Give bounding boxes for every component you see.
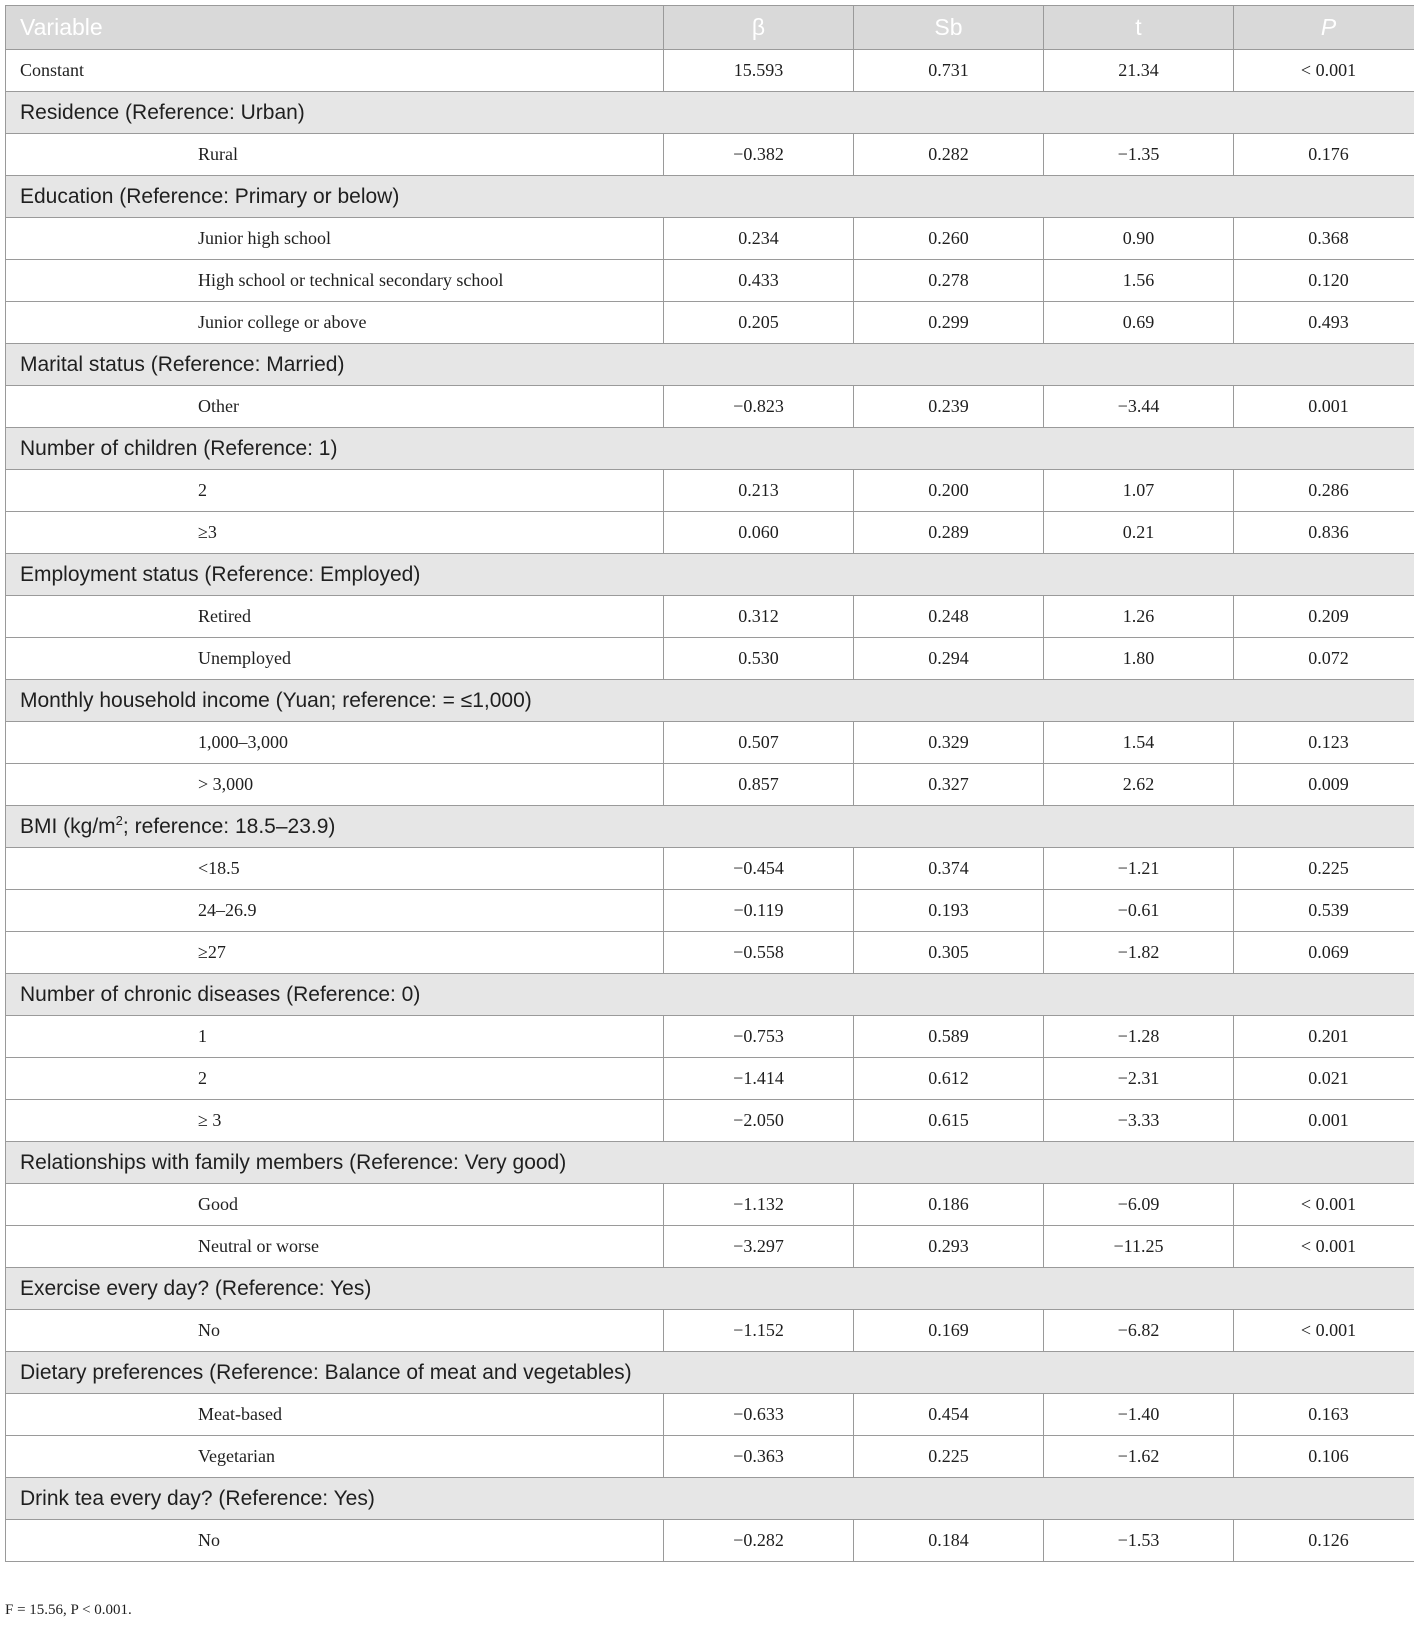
- table-row: [6, 1436, 1414, 1478]
- cell-p: < 0.001: [1234, 1226, 1414, 1268]
- row-label-cell: [6, 848, 664, 890]
- row-label-cell: [6, 1100, 664, 1142]
- group-header-row: [6, 92, 1414, 134]
- header-beta: β: [664, 6, 854, 50]
- table-row: [6, 260, 1414, 302]
- cell-t: 1.54: [1044, 722, 1234, 764]
- cell-p: 0.001: [1234, 386, 1414, 428]
- cell-t: 1.56: [1044, 260, 1234, 302]
- cell-sb: 0.169: [854, 1310, 1044, 1352]
- cell-p: 0.001: [1234, 1100, 1414, 1142]
- table-row: [6, 1226, 1414, 1268]
- constant-sb: 0.731: [854, 50, 1044, 92]
- cell-beta: −0.382: [664, 134, 854, 176]
- cell-beta: −1.152: [664, 1310, 854, 1352]
- cell-beta: −0.633: [664, 1394, 854, 1436]
- row-label: High school or technical secondary school: [198, 270, 504, 290]
- cell-sb: 0.454: [854, 1394, 1044, 1436]
- cell-t: −11.25: [1044, 1226, 1234, 1268]
- cell-p: 0.072: [1234, 638, 1414, 680]
- cell-t: −2.31: [1044, 1058, 1234, 1100]
- table-row: [6, 134, 1414, 176]
- row-label-cell: [6, 260, 664, 302]
- table-footnote: F = 15.56, P < 0.001.: [5, 1602, 132, 1618]
- cell-t: 0.69: [1044, 302, 1234, 344]
- cell-t: −1.35: [1044, 134, 1234, 176]
- cell-beta: −1.132: [664, 1184, 854, 1226]
- group-title: Marital status (Reference: Married): [6, 344, 1414, 386]
- cell-beta: −0.558: [664, 932, 854, 974]
- table-row: [6, 470, 1414, 512]
- cell-beta: −0.454: [664, 848, 854, 890]
- row-label-cell: [6, 134, 664, 176]
- row-label: 2: [198, 480, 207, 500]
- cell-sb: 0.184: [854, 1520, 1044, 1562]
- row-label-cell: [6, 1310, 664, 1352]
- group-title: Drink tea every day? (Reference: Yes): [6, 1478, 1414, 1520]
- group-header-row: [6, 344, 1414, 386]
- row-label: No: [198, 1320, 220, 1340]
- cell-sb: 0.589: [854, 1016, 1044, 1058]
- cell-beta: 0.205: [664, 302, 854, 344]
- cell-beta: −0.363: [664, 1436, 854, 1478]
- cell-p: < 0.001: [1234, 1310, 1414, 1352]
- row-label-cell: [6, 1226, 664, 1268]
- table-row: [6, 638, 1414, 680]
- cell-sb: 0.282: [854, 134, 1044, 176]
- cell-sb: 0.305: [854, 932, 1044, 974]
- row-label: ≥27: [198, 942, 226, 962]
- table-row: [6, 302, 1414, 344]
- cell-p: 0.021: [1234, 1058, 1414, 1100]
- cell-sb: 0.329: [854, 722, 1044, 764]
- group-header-row: [6, 1142, 1414, 1184]
- cell-sb: 0.239: [854, 386, 1044, 428]
- row-label: Vegetarian: [198, 1446, 275, 1466]
- table-row: [6, 1058, 1414, 1100]
- cell-beta: −2.050: [664, 1100, 854, 1142]
- group-header-row: [6, 806, 1414, 848]
- group-title-part: BMI (kg/m: [20, 814, 116, 838]
- cell-beta: −0.119: [664, 890, 854, 932]
- cell-beta: −3.297: [664, 1226, 854, 1268]
- row-label: ≥3: [198, 522, 217, 542]
- table-row: [6, 1394, 1414, 1436]
- row-label-cell: [6, 932, 664, 974]
- group-title: [6, 806, 1414, 848]
- group-title: Monthly household income (Yuan; reference: = ≤1,000): [6, 680, 1414, 722]
- cell-sb: 0.248: [854, 596, 1044, 638]
- cell-t: −1.53: [1044, 1520, 1234, 1562]
- group-title: Number of chronic diseases (Reference: 0): [6, 974, 1414, 1016]
- cell-p: 0.009: [1234, 764, 1414, 806]
- row-label-cell: [6, 512, 664, 554]
- cell-p: 0.126: [1234, 1520, 1414, 1562]
- row-label: No: [198, 1530, 220, 1550]
- table-row: [6, 512, 1414, 554]
- cell-sb: 0.612: [854, 1058, 1044, 1100]
- row-label: Retired: [198, 606, 251, 626]
- cell-sb: 0.225: [854, 1436, 1044, 1478]
- cell-beta: −0.282: [664, 1520, 854, 1562]
- cell-sb: 0.374: [854, 848, 1044, 890]
- table-row: [6, 1100, 1414, 1142]
- row-label: 24–26.9: [198, 900, 257, 920]
- constant-beta: 15.593: [664, 50, 854, 92]
- header-t: t: [1044, 6, 1234, 50]
- group-title: Exercise every day? (Reference: Yes): [6, 1268, 1414, 1310]
- row-label-cell: [6, 596, 664, 638]
- row-label: 2: [198, 1068, 207, 1088]
- group-header-row: [6, 428, 1414, 470]
- cell-p: 0.123: [1234, 722, 1414, 764]
- row-label: Meat-based: [198, 1404, 282, 1424]
- cell-beta: −1.414: [664, 1058, 854, 1100]
- row-label-cell: [6, 1058, 664, 1100]
- cell-t: −1.62: [1044, 1436, 1234, 1478]
- cell-p: 0.176: [1234, 134, 1414, 176]
- cell-sb: 0.278: [854, 260, 1044, 302]
- cell-t: −6.09: [1044, 1184, 1234, 1226]
- row-label-cell: [6, 1016, 664, 1058]
- constant-row: [6, 50, 1414, 92]
- table-row: [6, 1184, 1414, 1226]
- cell-beta: −0.823: [664, 386, 854, 428]
- row-label: Good: [198, 1194, 238, 1214]
- row-label-cell: [6, 1520, 664, 1562]
- group-header-row: [6, 1352, 1414, 1394]
- cell-sb: 0.260: [854, 218, 1044, 260]
- group-header-row: [6, 680, 1414, 722]
- cell-p: 0.069: [1234, 932, 1414, 974]
- group-header-row: [6, 554, 1414, 596]
- cell-sb: 0.294: [854, 638, 1044, 680]
- cell-t: 1.26: [1044, 596, 1234, 638]
- table-row: [6, 722, 1414, 764]
- row-label-cell: [6, 764, 664, 806]
- cell-t: −1.40: [1044, 1394, 1234, 1436]
- cell-p: 0.163: [1234, 1394, 1414, 1436]
- group-title-part: ; reference: 18.5–23.9): [122, 814, 336, 838]
- row-label: 1,000–3,000: [198, 732, 288, 752]
- group-title: Education (Reference: Primary or below): [6, 176, 1414, 218]
- group-header-row: [6, 974, 1414, 1016]
- row-label-cell: [6, 1184, 664, 1226]
- table-row: [6, 848, 1414, 890]
- cell-beta: 0.234: [664, 218, 854, 260]
- cell-t: −0.61: [1044, 890, 1234, 932]
- cell-beta: 0.312: [664, 596, 854, 638]
- cell-beta: 0.060: [664, 512, 854, 554]
- row-label-cell: [6, 1394, 664, 1436]
- group-title: Number of children (Reference: 1): [6, 428, 1414, 470]
- row-label-cell: [6, 890, 664, 932]
- row-label-cell: [6, 386, 664, 428]
- cell-sb: 0.193: [854, 890, 1044, 932]
- constant-p: < 0.001: [1234, 50, 1414, 92]
- row-label-cell: [6, 638, 664, 680]
- group-title: Relationships with family members (Reference: Very good): [6, 1142, 1414, 1184]
- cell-p: 0.368: [1234, 218, 1414, 260]
- cell-t: 1.80: [1044, 638, 1234, 680]
- cell-beta: 0.857: [664, 764, 854, 806]
- cell-p: 0.836: [1234, 512, 1414, 554]
- table-row: [6, 386, 1414, 428]
- row-label-cell: [6, 722, 664, 764]
- row-label: 1: [198, 1026, 207, 1046]
- group-title-superscript: 2: [115, 812, 123, 828]
- row-label-cell: [6, 1436, 664, 1478]
- group-title: Employment status (Reference: Employed): [6, 554, 1414, 596]
- group-header-row: [6, 1268, 1414, 1310]
- row-label-cell: [6, 218, 664, 260]
- regression-table: [5, 5, 1414, 1562]
- row-label-cell: [6, 302, 664, 344]
- cell-p: 0.225: [1234, 848, 1414, 890]
- cell-beta: 0.433: [664, 260, 854, 302]
- table-row: [6, 764, 1414, 806]
- cell-t: 2.62: [1044, 764, 1234, 806]
- header-row: [6, 6, 1414, 50]
- table-row: [6, 1520, 1414, 1562]
- row-label: Neutral or worse: [198, 1236, 319, 1256]
- cell-sb: 0.615: [854, 1100, 1044, 1142]
- row-label: Unemployed: [198, 648, 291, 668]
- constant-t: 21.34: [1044, 50, 1234, 92]
- cell-p: < 0.001: [1234, 1184, 1414, 1226]
- row-label: Junior high school: [198, 228, 331, 248]
- cell-sb: 0.289: [854, 512, 1044, 554]
- cell-t: −1.28: [1044, 1016, 1234, 1058]
- group-title: Residence (Reference: Urban): [6, 92, 1414, 134]
- cell-beta: 0.507: [664, 722, 854, 764]
- row-label: ≥ 3: [198, 1110, 222, 1130]
- cell-p: 0.201: [1234, 1016, 1414, 1058]
- cell-sb: 0.293: [854, 1226, 1044, 1268]
- table-row: [6, 890, 1414, 932]
- table-body: [6, 50, 1414, 1562]
- cell-p: 0.209: [1234, 596, 1414, 638]
- cell-t: −3.44: [1044, 386, 1234, 428]
- row-label: <18.5: [198, 858, 240, 878]
- cell-t: −1.82: [1044, 932, 1234, 974]
- table-row: [6, 218, 1414, 260]
- constant-label: Constant: [6, 50, 664, 92]
- cell-sb: 0.200: [854, 470, 1044, 512]
- table-row: [6, 932, 1414, 974]
- table-row: [6, 596, 1414, 638]
- cell-t: 1.07: [1044, 470, 1234, 512]
- cell-t: 0.90: [1044, 218, 1234, 260]
- group-title: Dietary preferences (Reference: Balance of meat and vegetables): [6, 1352, 1414, 1394]
- cell-t: 0.21: [1044, 512, 1234, 554]
- cell-sb: 0.299: [854, 302, 1044, 344]
- cell-beta: −0.753: [664, 1016, 854, 1058]
- regression-table-container: [5, 5, 1409, 1562]
- header-variable: Variable: [6, 6, 664, 50]
- header-sb: Sb: [854, 6, 1044, 50]
- row-label-cell: [6, 470, 664, 512]
- cell-t: −3.33: [1044, 1100, 1234, 1142]
- cell-p: 0.286: [1234, 470, 1414, 512]
- cell-sb: 0.186: [854, 1184, 1044, 1226]
- row-label: Rural: [198, 144, 238, 164]
- cell-beta: 0.530: [664, 638, 854, 680]
- header-p: P: [1234, 6, 1414, 50]
- group-header-row: [6, 176, 1414, 218]
- table-row: [6, 1016, 1414, 1058]
- cell-t: −6.82: [1044, 1310, 1234, 1352]
- cell-p: 0.493: [1234, 302, 1414, 344]
- row-label: > 3,000: [198, 774, 254, 794]
- cell-sb: 0.327: [854, 764, 1044, 806]
- cell-beta: 0.213: [664, 470, 854, 512]
- table-row: [6, 1310, 1414, 1352]
- cell-t: −1.21: [1044, 848, 1234, 890]
- row-label: Other: [198, 396, 239, 416]
- cell-p: 0.539: [1234, 890, 1414, 932]
- group-header-row: [6, 1478, 1414, 1520]
- row-label: Junior college or above: [198, 312, 367, 332]
- cell-p: 0.120: [1234, 260, 1414, 302]
- cell-p: 0.106: [1234, 1436, 1414, 1478]
